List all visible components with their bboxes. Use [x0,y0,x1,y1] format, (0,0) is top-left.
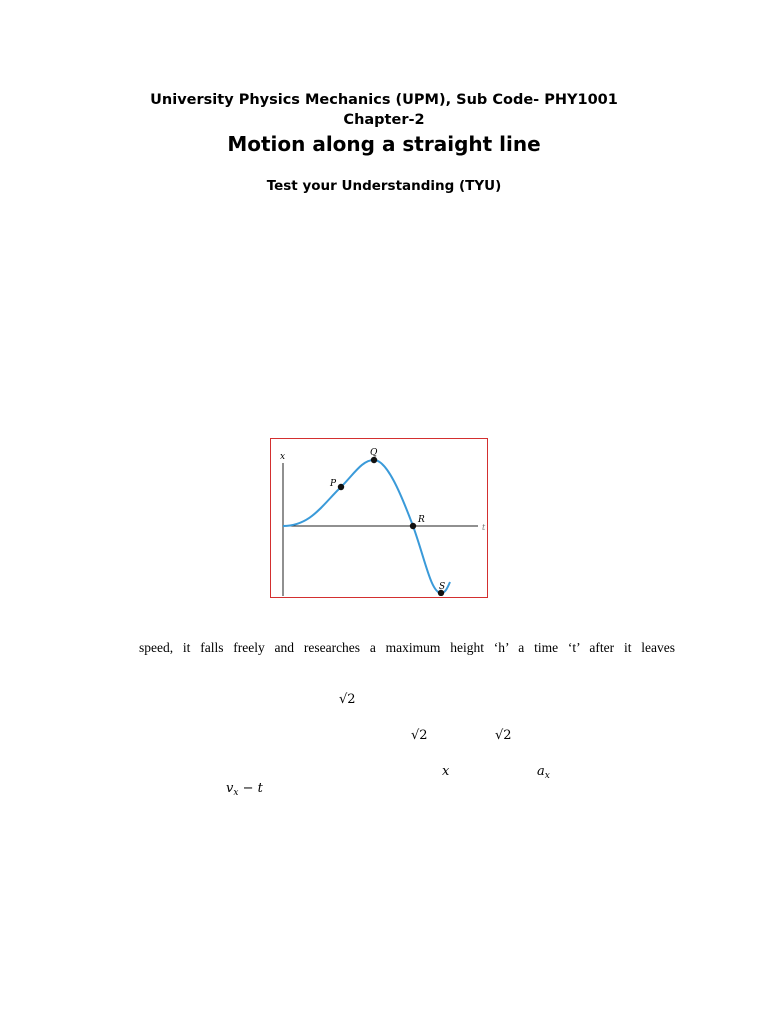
label-p: P [330,479,337,489]
label-q: Q [370,448,378,458]
math-acceleration [537,764,550,781]
label-r: R [418,515,425,525]
chapter-heading: Chapter-2 [343,112,425,128]
math-sqrt2: √2 [411,728,428,743]
position-time-graph [270,438,488,598]
math-a: a [537,764,545,779]
math-minus-t: − t [238,781,263,796]
math-sqrt2: √2 [339,692,356,707]
math-v: v [226,781,234,796]
graph-svg [271,439,486,596]
point-p [338,484,344,490]
math-v-subscript: x [233,788,239,798]
body-text-line: speed, it falls freely and researches a maximum height ‘h’ a time ‘t’ after it leaves [139,640,675,655]
course-heading: University Physics Mechanics (UPM), Sub Code- PHY1001 [150,92,618,108]
page-title: Motion along a straight line [227,132,541,156]
label-s: S [439,582,446,592]
point-r [410,523,416,529]
math-a-subscript: x [544,771,550,781]
section-subtitle: Test your Understanding (TYU) [266,178,502,194]
math-velocity-time [226,781,263,798]
math-x-variable: x [442,764,450,779]
math-sqrt2: √2 [495,728,512,743]
y-axis-label: x [280,452,286,462]
x-axis-label: t [482,523,486,532]
